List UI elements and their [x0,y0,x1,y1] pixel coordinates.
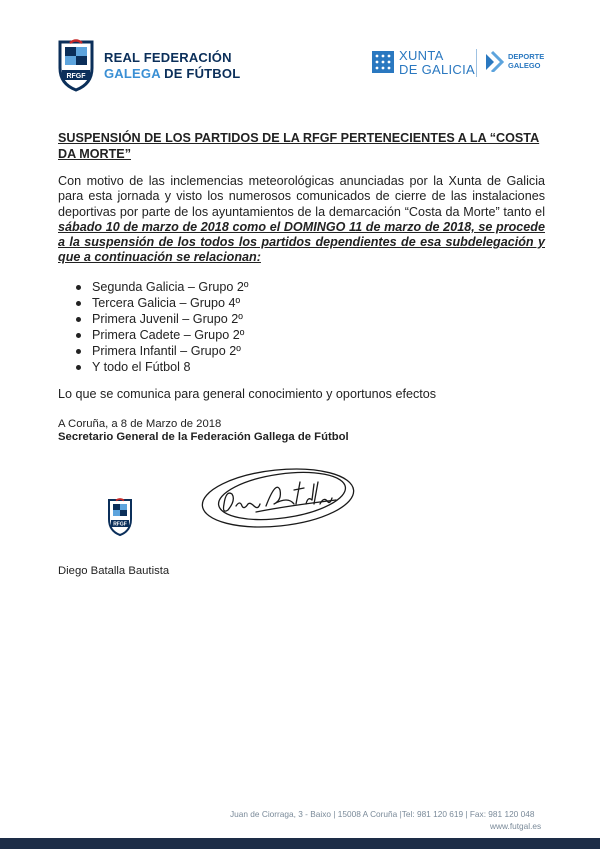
list-item [60,279,249,295]
deporte-line2: GALEGO [508,61,541,70]
xunta-line1: XUNTA [399,48,444,63]
xunta-emblem-icon [372,51,394,73]
bullet-icon [76,349,81,354]
intro-text: Con motivo de las inclemencias meteorológicas anunciadas por la Xunta de Galicia para esta jornada y visto los numerosos comunicados de cierre de las instalaciones deportivas por parte de los ayuntamientos de la demarcación “Costa da Morte” tanto el [58,174,545,219]
bullet-icon [76,301,81,306]
date-line: A Coruña, a 8 de Marzo de 2018 [58,418,222,430]
list-item-text: Primera Juvenil – Grupo 2º [92,312,243,326]
footer-address: Juan de Ciorraga, 3 - Baixo | 15008 A Coruña |Tel: 981 120 619 | Fax: 981 120 048 [230,809,535,819]
list-item-text: Segunda Galicia – Grupo 2º [92,280,249,294]
small-badge-text: RFGF [113,521,127,528]
footer-website: www.futgal.es [490,821,542,831]
intro-emphasis: sábado 10 de marzo de 2018 como el DOMINGO 11 de marzo de 2018, se procede a la suspensión de los todos los partidos dependientes de esa subdelegación y que a continuación se relacionan: [58,219,545,265]
list-item-text: Y todo el Fútbol 8 [92,360,191,374]
list-item-text: Primera Cadete – Grupo 2º [92,328,245,342]
footer-bar [0,838,600,849]
rfgf-shield-logo [56,38,96,92]
rfgf-wordmark [104,50,240,82]
list-item [60,295,249,311]
rfgf-stamp-logo [106,497,134,537]
document-title: SUSPENSIÓN DE LOS PARTIDOS DE LA RFGF PERTENECIENTES A LA “COSTA DA MORTE” [58,131,540,161]
suspended-categories-list [60,279,249,375]
list-item [60,311,249,327]
intro-paragraph [58,174,545,266]
logo-divider [476,49,477,77]
bullet-icon [76,333,81,338]
rfgf-name-line1: REAL FEDERACIÓN [104,50,232,65]
rfgf-name-line2 [104,66,240,82]
list-item-text: Tercera Galicia – Grupo 4º [92,296,241,310]
rfgf-name-galega: GALEGA [104,66,161,81]
rfgf-badge-text: RFGF [66,73,86,80]
deporte-line1: DEPORTE [508,52,545,61]
xunta-wordmark [399,49,475,77]
deporte-galego-emblem-icon [484,50,504,72]
rfgf-name-futbol: DE FÚTBOL [160,66,241,81]
xunta-line2: DE GALICIA [399,62,475,77]
list-item-text: Primera Infantil – Grupo 2º [92,344,241,358]
bullet-icon [76,365,81,370]
closing-statement: Lo que se comunica para general conocimiento y oportunos efectos [58,387,437,401]
list-item [60,359,249,375]
signer-name: Diego Batalla Bautista [58,565,170,577]
secretary-title: Secretario General de la Federación Gallega de Fútbol [58,431,349,443]
deporte-galego-wordmark [508,52,544,70]
bullet-icon [76,317,81,322]
bullet-icon [76,285,81,290]
list-item [60,343,249,359]
handwritten-signature [196,460,361,540]
list-item [60,327,249,343]
